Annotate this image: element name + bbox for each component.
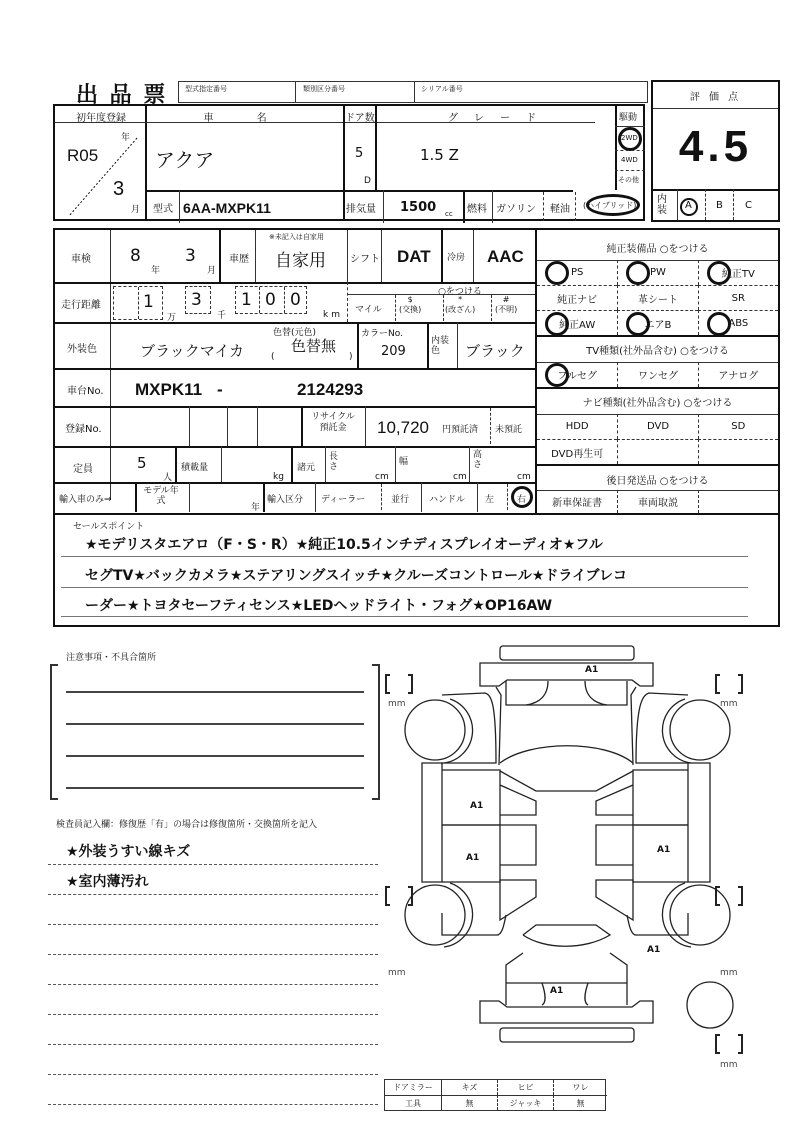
later-item-item-label: 車両取説 — [637, 498, 678, 509]
equipment-item[interactable] — [617, 260, 697, 285]
interior-grade-a[interactable]: A — [685, 200, 692, 211]
vehicle-detail-box — [53, 228, 537, 515]
spec-length-label: 長さ — [329, 452, 339, 472]
tv-type-item[interactable] — [537, 362, 617, 387]
navi-type-item[interactable] — [537, 414, 617, 439]
drive-label: 駆動 — [619, 113, 638, 123]
fuel-diesel[interactable]: 軽油 — [550, 204, 570, 215]
later-items-header: 後日発送品 ○をつける — [606, 476, 709, 487]
tire-rear-left — [405, 885, 465, 945]
tv-type-item-label: ワンセグ — [637, 371, 678, 382]
car-name-label: 車 名 — [203, 113, 287, 124]
notes-box — [50, 650, 380, 800]
tire-unit-fl: mm — [388, 699, 406, 709]
capacity-value: 5 — [137, 454, 147, 472]
handle-left[interactable]: 左 — [485, 495, 495, 505]
import-dealer[interactable]: ディーラー — [321, 495, 366, 505]
color-no-value: 209 — [381, 344, 406, 359]
navi-type-header: ナビ種類(社外品含む) ○をつける — [582, 398, 733, 409]
vehicle-basic-box — [53, 104, 645, 221]
equipment-item[interactable] — [698, 310, 778, 335]
later-item-item-label: 新車保証書 — [552, 498, 603, 509]
repaint-label: 色替(元色) — [273, 328, 317, 338]
equipment-selected-circle — [626, 312, 650, 336]
color-no-label: カラーNo. — [361, 329, 403, 339]
tv-type-grid — [537, 362, 778, 387]
load-label: 積載量 — [181, 463, 209, 473]
displacement-unit: cc — [445, 210, 453, 218]
tv-type-item-label: アナログ — [718, 371, 759, 382]
equipment-item[interactable] — [537, 310, 617, 335]
equipment-item-label: 革シート — [637, 294, 678, 306]
windshield — [500, 746, 633, 763]
doors-value: 5 — [355, 146, 364, 161]
fuel-label: 燃料 — [467, 204, 487, 215]
grade-value: 1.5 Z — [420, 146, 459, 164]
damage-mark-left-front-door: A1 — [470, 801, 484, 811]
inspector-line[interactable] — [48, 835, 378, 865]
inspection-year: 8 — [130, 246, 141, 266]
model-designation-label: 型式指定番号 — [185, 85, 227, 93]
mileage-mark-unknown[interactable]: # (不明) — [495, 295, 518, 314]
mileage-unit-sen: 千 — [217, 311, 227, 321]
later-item-item[interactable] — [698, 490, 778, 513]
history-label: 車歴 — [229, 254, 249, 265]
load-unit: kg — [273, 472, 284, 482]
import-year-unit: 年 — [251, 503, 261, 513]
tv-type-header: TV種類(社外品含む) ○をつける — [586, 346, 729, 357]
mirror-table-cell: ワレ — [553, 1080, 607, 1095]
damage-mark-left-rear-door: A1 — [466, 853, 480, 863]
ac-label: 冷房 — [447, 253, 466, 263]
mirror-table-cell: ヒビ — [497, 1080, 553, 1095]
history-value: 自家用 — [275, 251, 326, 271]
equipment-selected-circle — [707, 261, 731, 285]
repaint-paren-close: ) — [349, 352, 353, 362]
spec-height-unit: cm — [517, 472, 531, 482]
mileage-mark-tampered[interactable]: * (改ざん) — [445, 295, 476, 314]
tv-type-item[interactable] — [698, 362, 778, 387]
recycle-label: リサイクル預託金 — [311, 412, 355, 433]
notes-label: 注意事項・不具合箇所 — [66, 653, 157, 663]
capacity-unit: 人 — [163, 473, 173, 483]
exterior-color-label: 外装色 — [67, 344, 97, 355]
inspection-year-unit: 年 — [151, 266, 161, 276]
header-id-fields — [178, 81, 648, 103]
left-rear-fender — [442, 913, 506, 935]
tv-type-item-label: フルセグ — [557, 371, 597, 382]
interior-grade-c[interactable]: C — [745, 200, 752, 211]
mirror-table-cell: キズ — [441, 1080, 497, 1095]
mirror-table-cell: 無 — [553, 1095, 607, 1110]
exterior-color-value: ブラックマイカ — [140, 342, 244, 360]
equipment-selected-circle — [545, 312, 569, 336]
interior-color-label: 内装色 — [431, 336, 450, 356]
interior-color-value: ブラック — [465, 342, 525, 360]
inspector-line[interactable] — [48, 895, 378, 925]
mileage-label: 走行距離 — [61, 300, 101, 311]
ac-value: AAC — [487, 247, 524, 266]
tire-front-left — [405, 700, 465, 760]
later-item-item[interactable] — [617, 490, 697, 513]
form-title: 出 品 票 — [76, 83, 168, 108]
equipment-item[interactable] — [617, 285, 697, 310]
equipment-box — [535, 228, 780, 515]
car-damage-diagram — [370, 635, 790, 1055]
equipment-item[interactable] — [698, 260, 778, 285]
mirror-table-cell: ドアミラー — [393, 1083, 433, 1092]
serial-number-label: シリアル番号 — [421, 85, 463, 93]
front-bumper-top — [500, 646, 634, 660]
registration-label: 初年度登録 — [76, 113, 126, 124]
recycle-deposited[interactable]: 円預託済 — [442, 425, 479, 435]
sales-points-box — [53, 513, 780, 627]
inspector-line[interactable] — [48, 925, 378, 955]
displacement-label: 排気量 — [346, 204, 376, 215]
right-rear-fender — [627, 913, 688, 935]
navi-type-item-label: DVD — [646, 421, 670, 432]
inspector-line-text: ★室内薄汚れ — [66, 874, 149, 890]
mirror-table-cell: 工具 — [385, 1095, 441, 1110]
inspector-line[interactable] — [48, 985, 378, 1015]
shift-label: シフト — [350, 254, 380, 265]
mileage-digit-5: 0 — [290, 290, 301, 310]
car-name-value: アクア — [155, 148, 215, 172]
inspection-month-unit: 月 — [207, 266, 217, 276]
navi-type-grid — [537, 414, 778, 464]
mirror-table-cell: ジャッキ — [497, 1095, 553, 1110]
navi-type-item-label: SD — [731, 421, 746, 432]
navi-type-item[interactable] — [698, 414, 778, 439]
displacement-value: 1500 — [400, 200, 437, 215]
equipment-item-label: SR — [731, 292, 745, 304]
registration-year-unit: 年 — [121, 133, 131, 143]
equipment-item[interactable] — [698, 285, 778, 310]
category-number-label: 類別区分番号 — [303, 85, 345, 93]
chassis-number: 2124293 — [297, 380, 364, 399]
right-front-door — [633, 770, 688, 825]
spec-width-label: 幅 — [399, 457, 409, 467]
interior-grade-b[interactable]: B — [716, 200, 723, 211]
damage-mark-rear-bumper: A1 — [550, 986, 564, 996]
spec-length-unit: cm — [375, 472, 389, 482]
equipment-item-label: ABS — [728, 317, 749, 329]
model-type-value: 6AA-MXPK11 — [183, 200, 271, 216]
inspection-label: 車検 — [71, 254, 91, 265]
tire-unit-rl: mm — [388, 968, 406, 978]
chassis-label: 車台No. — [67, 386, 104, 397]
trunk — [506, 953, 627, 1005]
navi-type-item-label: HDD — [565, 421, 589, 432]
handle-right[interactable]: 右 — [517, 495, 527, 505]
mileage-digit-3: 1 — [241, 290, 252, 310]
inspector-line[interactable] — [48, 1015, 378, 1045]
navi-type-item[interactable] — [698, 439, 778, 464]
capacity-label: 定員 — [73, 464, 93, 475]
equipment-item[interactable] — [537, 260, 617, 285]
inspector-label: 検査員記入欄：修復歴「有」の場合は修復箇所・交換箇所を記入 — [56, 820, 318, 830]
mirror-table-cell: 無 — [441, 1095, 497, 1110]
drive-4wd[interactable]: 4WD — [621, 156, 638, 164]
import-label: 輸入車のみ⇒ — [59, 495, 112, 505]
tire-spare — [687, 982, 733, 1028]
equipment-item[interactable] — [617, 310, 697, 335]
equipment-grid — [537, 260, 778, 335]
mileage-digit-4: 0 — [265, 290, 276, 310]
sales-point-line-1: ★モデリスタエアロ（F・S・R）★純正10.5インチディスプレイオーディオ★フル — [85, 537, 603, 553]
equipment-item-label: 純正ナビ — [557, 294, 598, 306]
later-item-item[interactable] — [537, 490, 617, 513]
model-type-label: 型式 — [153, 204, 173, 215]
import-parallel[interactable]: 並行 — [391, 495, 410, 505]
registration-divider — [65, 136, 139, 220]
equipment-item-label: PS — [570, 267, 584, 278]
doors-label: ドア数 — [345, 113, 375, 124]
inspector-lines — [48, 835, 378, 1105]
score-value: 4.5 — [678, 122, 753, 171]
mileage-unit: km — [323, 310, 343, 320]
drive-2wd[interactable]: 2WD — [621, 134, 638, 142]
fuel-hybrid[interactable]: (ハイブリッド) — [583, 201, 637, 210]
chassis-prefix: MXPK11 — [135, 380, 203, 399]
drive-other[interactable]: その他 — [618, 176, 639, 184]
inspector-line[interactable] — [48, 1045, 378, 1075]
sales-point-line-3: ーダー★トヨタセーフティセンス★LEDヘッドライト・フォグ★OP16AW — [85, 598, 553, 614]
grade-label: グレード — [448, 113, 552, 124]
reg-no-label: 登録No. — [65, 424, 102, 435]
chassis-dash: - — [217, 380, 223, 399]
recycle-not-deposited[interactable]: 未預託 — [495, 425, 523, 435]
inspector-line[interactable] — [48, 1075, 378, 1105]
inspector-line[interactable] — [48, 865, 378, 895]
fuel-gasoline[interactable]: ガソリン — [496, 204, 536, 215]
tire-front-right — [670, 700, 730, 760]
registration-year: R05 — [67, 146, 99, 165]
damage-mark-right-rear-door: A1 — [657, 845, 671, 855]
roof — [500, 771, 633, 791]
shift-value: DAT — [397, 247, 431, 266]
registration-month-unit: 月 — [131, 205, 141, 215]
rear-bumper-bottom — [500, 1028, 634, 1042]
tire-unit-fr: mm — [720, 699, 738, 709]
equipment-selected-circle — [545, 261, 569, 285]
handle-label: ハンドル — [429, 495, 466, 505]
equipment-item-label: 純正AW — [559, 319, 596, 331]
damage-mark-front-bumper: A1 — [585, 665, 599, 675]
repaint-paren-open: ( — [271, 352, 275, 362]
score-label: 評 価 点 — [689, 92, 742, 103]
tire-rear-right — [670, 885, 730, 945]
navi-type-item[interactable] — [537, 439, 617, 464]
navi-type-item[interactable] — [617, 414, 697, 439]
recycle-value: 10,720 — [377, 418, 429, 437]
tv-type-selected-circle — [545, 363, 569, 387]
specs-label: 諸元 — [297, 463, 316, 473]
sales-points-label: セールスポイント — [73, 522, 145, 532]
score-box — [651, 80, 780, 222]
navi-type-item[interactable] — [617, 439, 697, 464]
spec-width-unit: cm — [453, 472, 467, 482]
mileage-mark-mile[interactable]: マイル — [355, 305, 382, 315]
equipment-item-label: PW — [650, 267, 666, 278]
mileage-mark-header: ○をつける — [438, 287, 482, 297]
repaint-value: 色替無 — [291, 337, 337, 355]
tire-unit-rr: mm — [720, 968, 738, 978]
sales-point-line-2: セグTV★バックカメラ★ステアリングスイッチ★クルーズコントロール★ドライブレコ — [85, 568, 627, 584]
hood — [506, 681, 627, 705]
mileage-unit-man: 万 — [167, 313, 177, 323]
tv-type-item[interactable] — [617, 362, 697, 387]
tire-unit-spare: mm — [720, 1060, 738, 1070]
inspector-line[interactable] — [48, 955, 378, 985]
mileage-digit-1: 1 — [143, 292, 154, 312]
inspection-month: 3 — [185, 246, 196, 266]
mileage-digit-2: 3 — [191, 290, 202, 310]
equipment-item[interactable] — [537, 285, 617, 310]
left-front-door — [442, 770, 500, 825]
mirror-tool-table — [384, 1079, 606, 1111]
equipment-selected-circle — [626, 261, 650, 285]
damage-mark-right-rear-fender: A1 — [647, 945, 661, 955]
history-note: ※未記入は自家用 — [269, 233, 324, 241]
doors-unit: D — [364, 176, 371, 186]
rear-window — [523, 925, 610, 946]
mileage-mark-exchange[interactable]: $ (交換) — [399, 295, 422, 314]
navi-type-item-label: DVD再生可 — [551, 448, 604, 460]
equipment-item-label: エアB — [644, 319, 672, 331]
import-model-year-label: モデル年式 — [143, 486, 179, 506]
registration-month: 3 — [113, 178, 125, 200]
equipment-header: 純正装備品 ○をつける — [606, 244, 709, 255]
later-items-grid — [537, 490, 778, 513]
interior-grade-label: 内装 — [657, 194, 667, 216]
inspector-line-text: ★外装うすい線キズ — [66, 844, 191, 860]
equipment-selected-circle — [707, 312, 731, 336]
import-type-label: 輸入区分 — [267, 495, 304, 505]
equipment-item-label: 純正TV — [721, 269, 755, 280]
spec-height-label: 高さ — [473, 450, 483, 470]
